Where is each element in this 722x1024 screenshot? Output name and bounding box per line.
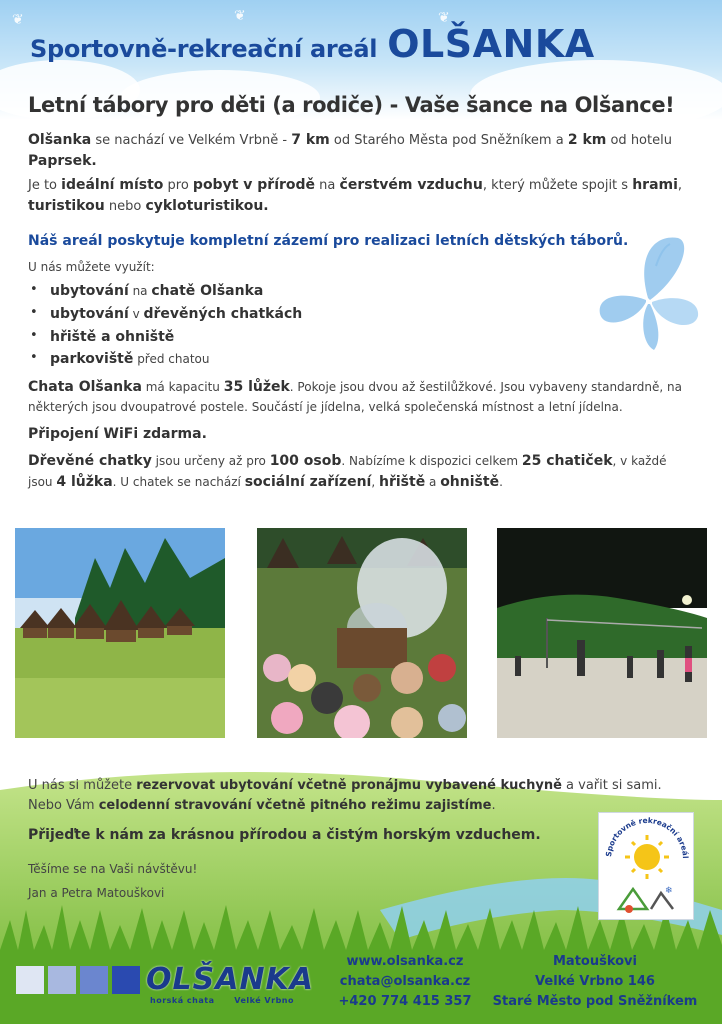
text: před chatou <box>133 352 210 367</box>
text-bold: hřiště a ohniště <box>50 328 175 345</box>
logo-square <box>80 966 108 994</box>
list-item <box>28 348 693 371</box>
logo-square <box>112 966 140 994</box>
text-bold: ubytování <box>50 283 129 299</box>
intro-paragraph-1 <box>28 130 693 172</box>
footer <box>0 950 722 1024</box>
text: . <box>491 797 496 813</box>
footer-logo-sub <box>150 996 294 1005</box>
address-city: Staré Město pod Sněžníkem <box>492 994 698 1010</box>
list-item <box>28 326 693 349</box>
text-bold: 4 lůžka <box>56 473 113 490</box>
text: a <box>425 474 441 489</box>
signature: Jan a Petra Matouškovi <box>28 886 165 900</box>
text: se nachází ve Velkém Vrbně - <box>91 133 292 148</box>
butterfly-icon: ❦ <box>12 12 24 28</box>
greeting: Těšíme se na Vaši návštěvu! <box>28 862 198 876</box>
logo-sub-2: Velké Vrbno <box>234 996 294 1005</box>
text: na <box>315 178 340 193</box>
text: Nebo Vám <box>28 797 99 813</box>
text: , <box>677 178 683 193</box>
text: od hotelu <box>606 133 672 148</box>
text-bold: Dřevěné chatky <box>28 452 152 469</box>
photo-volleyball <box>497 528 707 738</box>
logo-square <box>16 966 44 994</box>
text: , v každé jsou <box>28 453 667 489</box>
text-bold: 7 km <box>291 132 330 148</box>
reservation-paragraph <box>28 776 708 796</box>
title-brand: OLŠANKA <box>387 22 595 66</box>
text: Je to <box>28 178 62 193</box>
text: pro <box>163 178 193 193</box>
footer-logo: OLŠANKA <box>146 962 315 997</box>
text-bold: 2 km <box>567 132 607 148</box>
text-bold: čerstvém vzduchu <box>339 177 483 193</box>
subtitle: Letní tábory pro děti (a rodiče) - Vaše šance na Olšance! <box>28 93 675 117</box>
text-bold: Chata Olšanka <box>28 379 142 396</box>
text: . Nabízíme k dispozici celkem <box>341 453 522 468</box>
text-bold: cykloturistikou. <box>145 198 269 214</box>
sun-icon <box>599 813 695 921</box>
main-content <box>28 130 693 496</box>
butterfly-icon: ❦ <box>438 10 450 26</box>
text-bold: ubytování <box>50 305 129 322</box>
text: má kapacitu <box>141 380 224 395</box>
text-bold: dřevěných chatkách <box>143 305 303 322</box>
text: nebo <box>104 199 146 214</box>
text-bold: Paprsek. <box>28 153 97 169</box>
svg-text:❄: ❄ <box>665 886 673 896</box>
photo-cabins <box>15 528 225 738</box>
text-bold: pobyt v přírodě <box>192 177 316 193</box>
text: U nás si můžete <box>28 778 137 793</box>
claim: Přijeďte k nám za krásnou přírodou a čistým horským vzduchem. <box>28 827 541 843</box>
areal-badge-logo <box>598 812 694 920</box>
list-item <box>28 303 693 326</box>
text: . <box>499 474 503 489</box>
text-bold: ohniště <box>440 473 500 490</box>
address-street: Velké Vrbno 146 <box>535 974 655 990</box>
footer-contact <box>334 952 476 1012</box>
amenities-list <box>28 280 693 371</box>
text-bold: hrami <box>632 177 678 193</box>
text-bold: sociální zařízení <box>244 473 372 490</box>
logo-square <box>48 966 76 994</box>
text-bold: ideální místo <box>61 177 164 193</box>
text-bold: 100 osob <box>269 452 342 469</box>
butterfly-icon: ❦ <box>234 8 246 24</box>
logo-sub-1: horská chata <box>150 996 215 1005</box>
badge-text: Sportovně rekreační areál <box>604 815 691 859</box>
email-link[interactable]: chata@olsanka.cz <box>339 974 471 990</box>
text-bold: Olšanka <box>28 132 92 148</box>
text: na <box>128 284 152 298</box>
text-bold: chatě Olšanka <box>151 283 264 299</box>
list-intro: U nás můžete využít: <box>28 260 155 274</box>
text: , který můžete spojit s <box>482 178 633 193</box>
chatky-paragraph <box>28 451 693 493</box>
text-bold: rezervovat ubytování včetně pronájmu vybavené kuchyně <box>136 778 562 793</box>
text-bold: turistikou <box>28 198 105 214</box>
text-bold: celodenní stravování včetně pitného režimu zajistíme <box>98 797 492 813</box>
address-name: Matouškovi <box>552 954 637 969</box>
text: od Starého Města pod Sněžníkem a <box>329 133 568 148</box>
phone-link[interactable]: +420 774 415 357 <box>338 994 472 1010</box>
text: jsou určeny až pro <box>151 453 270 468</box>
text-bold: parkoviště <box>50 351 134 368</box>
section-heading: Náš areál poskytuje kompletní zázemí pro realizaci letních dětských táborů. <box>28 233 629 249</box>
list-item <box>28 280 693 303</box>
text-bold: hřiště <box>379 473 426 490</box>
photo-campfire <box>257 528 467 738</box>
text-bold: 25 chatiček <box>521 452 613 469</box>
text-bold: 35 lůžek <box>223 379 290 396</box>
title-prefix: Sportovně-rekreační areál <box>30 35 378 63</box>
chata-paragraph <box>28 377 693 418</box>
page-title <box>30 22 595 66</box>
text: . U chatek se nachází <box>112 474 245 489</box>
text: v <box>128 306 144 321</box>
footer-address <box>486 952 704 1012</box>
wifi-note: Připojení WiFi zdarma. <box>28 425 207 442</box>
text: . Pokoje jsou dvou až šestilůžkové. Jsou vybaveny standardně, na některých jsou dvoupatrové postele. Součástí je jídelna, velká společenská místnost a letní jídelna. <box>28 380 682 415</box>
text: a vařit si sami. <box>561 778 662 793</box>
intro-paragraph-2 <box>28 175 693 217</box>
website-link[interactable]: www.olsanka.cz <box>346 954 464 969</box>
text: , <box>371 474 379 489</box>
